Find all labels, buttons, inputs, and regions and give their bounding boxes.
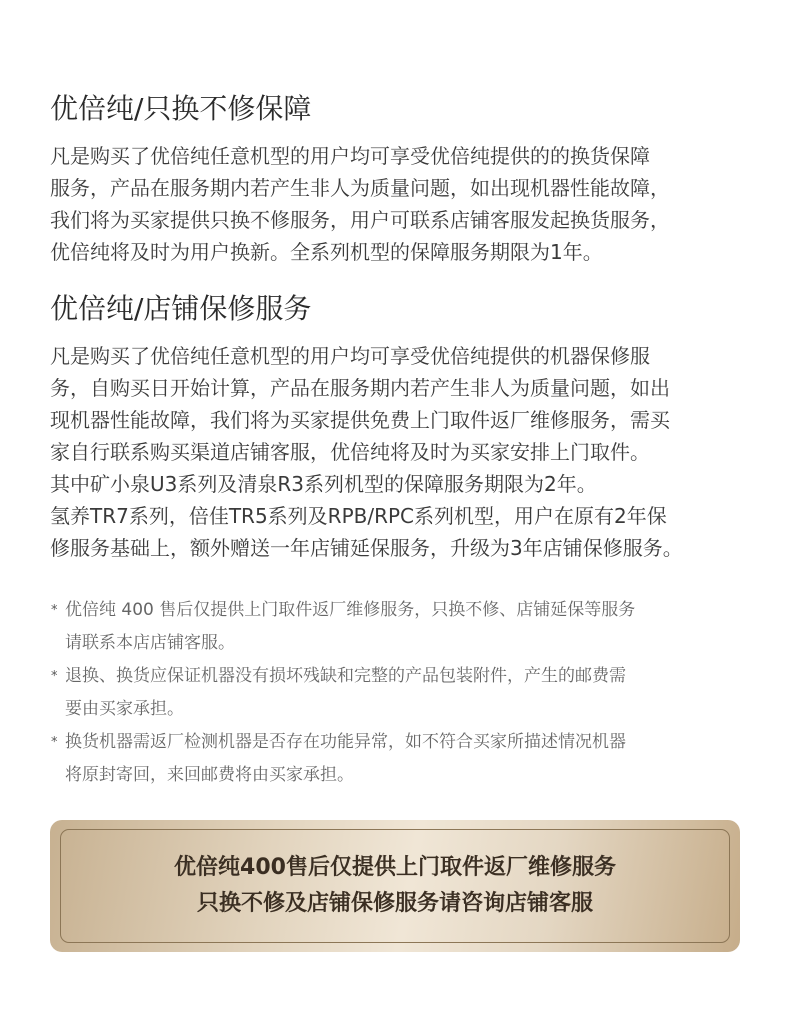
note-line: 请联系本店店铺客服。 xyxy=(65,633,235,653)
note-line: 退换、换货应保证机器没有损坏残缺和完整的产品包装附件，产生的邮费需 xyxy=(65,666,626,686)
body-line: 服务，产品在服务期内若产生非人为质量问题，如出现机器性能故障， xyxy=(50,176,670,200)
note-item xyxy=(50,660,750,726)
note-line: 优倍纯 400 售后仅提供上门取件返厂维修服务，只换不修、店铺延保等服务 xyxy=(65,600,636,620)
body-line: 凡是购买了优倍纯任意机型的用户均可享受优倍纯提供的机器保修服 xyxy=(50,344,650,368)
note-line: 要由买家承担。 xyxy=(65,699,184,719)
body-line: 家自行联系购买渠道店铺客服，优倍纯将及时为买家安排上门取件。 xyxy=(50,440,650,464)
body-line: 现机器性能故障，我们将为买家提供免费上门取件返厂维修服务，需买 xyxy=(50,408,670,432)
body-line: 务，自购买日开始计算，产品在服务期内若产生非人为质量问题，如出 xyxy=(50,376,670,400)
note-line: 将原封寄回，来回邮费将由买家承担。 xyxy=(65,765,354,785)
body-line: 我们将为买家提供只换不修服务，用户可联系店铺客服发起换货服务， xyxy=(50,208,670,232)
banner-frame xyxy=(60,829,730,943)
body-line: 凡是购买了优倍纯任意机型的用户均可享受优倍纯提供的的换货保障 xyxy=(50,144,650,168)
banner-line-1: 优倍纯400售后仅提供上门取件返厂维修服务 xyxy=(174,855,616,880)
body-line: 修服务基础上，额外赠送一年店铺延保服务，升级为3年店铺保修服务。 xyxy=(50,536,683,560)
asterisk-icon: * xyxy=(51,603,58,618)
notes-list xyxy=(50,594,750,792)
after-sales-banner xyxy=(50,820,740,952)
note-item xyxy=(50,726,750,792)
section-title-store-warranty: 优倍纯/店铺保修服务 xyxy=(50,292,312,325)
asterisk-icon: * xyxy=(51,735,58,750)
body-line: 其中矿小泉U3系列及清泉R3系列机型的保障服务期限为2年。 xyxy=(50,472,597,496)
section-body-exchange-guarantee xyxy=(50,140,750,268)
note-item xyxy=(50,594,750,660)
section-body-store-warranty xyxy=(50,340,750,564)
banner-line-2: 只换不修及店铺保修服务请咨询店铺客服 xyxy=(196,891,593,916)
note-line: 换货机器需返厂检测机器是否存在功能异常，如不符合买家所描述情况机器 xyxy=(65,732,626,752)
body-line: 优倍纯将及时为用户换新。全系列机型的保障服务期限为1年。 xyxy=(50,240,603,264)
section-title-exchange-guarantee: 优倍纯/只换不修保障 xyxy=(50,92,312,125)
asterisk-icon: * xyxy=(51,669,58,684)
body-line: 氢养TR7系列，倍佳TR5系列及RPB/RPC系列机型，用户在原有2年保 xyxy=(50,504,667,528)
